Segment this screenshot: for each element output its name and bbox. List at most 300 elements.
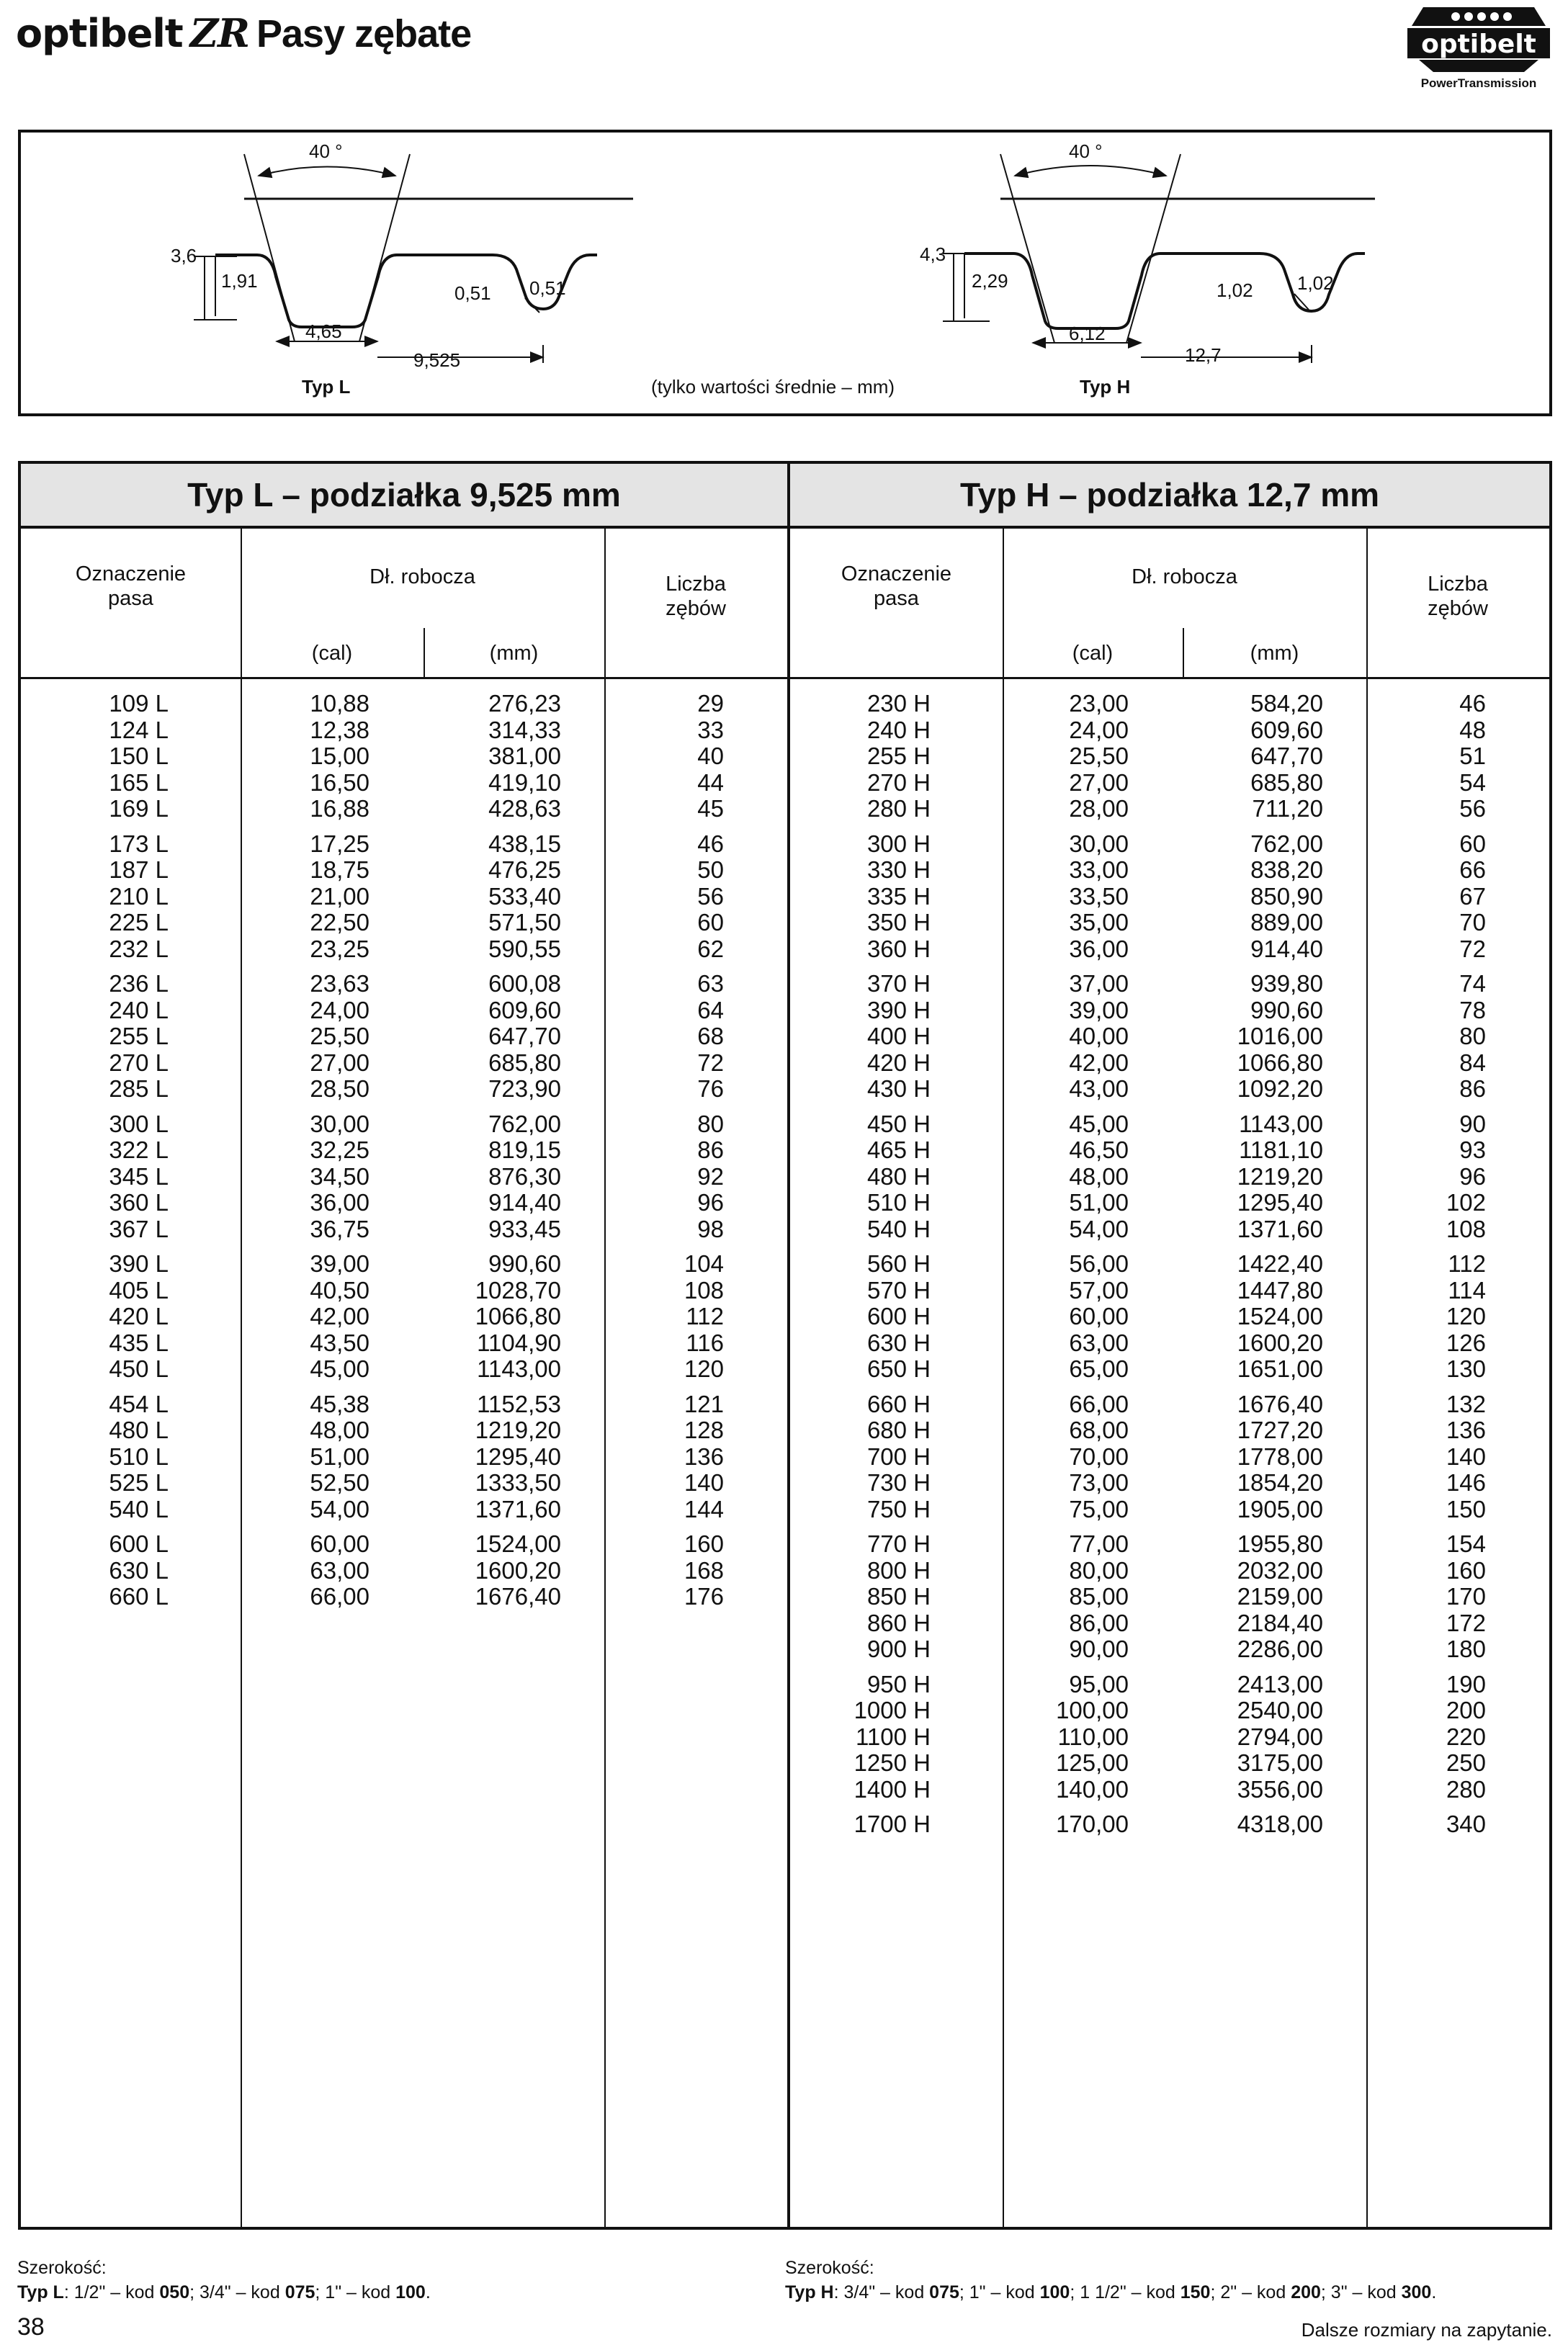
cell-designation: 240 H [866, 716, 931, 743]
cell-teeth: 68 [697, 1023, 724, 1049]
table-row [790, 1724, 1549, 1751]
cell-length-mm: 1219,20 [475, 1417, 561, 1443]
table-rows [790, 691, 1549, 1847]
cell-length-cal: 54,00 [310, 1495, 369, 1522]
cell-length-cal: 52,50 [310, 1469, 369, 1496]
cell-length-mm: 2032,00 [1237, 1556, 1323, 1584]
cell-length-cal: 51,00 [1069, 1189, 1129, 1216]
cell-length-mm: 1905,00 [1237, 1495, 1323, 1522]
cell-teeth: 104 [684, 1250, 724, 1277]
type-name: Typ L [17, 2282, 64, 2302]
cell-length-cal: 34,50 [310, 1162, 369, 1190]
cell-length-mm: 1066,80 [475, 1303, 561, 1329]
cell-designation: 540 L [109, 1495, 169, 1522]
cell-teeth: 56 [697, 882, 724, 910]
table-row [790, 1164, 1549, 1190]
table-row [790, 770, 1549, 797]
cell-teeth: 154 [1446, 1530, 1486, 1557]
cell-teeth: 116 [686, 1329, 724, 1356]
width-size: ; 2" – kod [1210, 2282, 1291, 2302]
cell-teeth: 170 [1446, 1583, 1486, 1610]
cell-length-cal: 66,00 [1069, 1390, 1129, 1417]
table-row [790, 1497, 1549, 1523]
cell-length-cal: 125,00 [1056, 1749, 1129, 1776]
cell-designation: 270 H [866, 768, 931, 796]
table-row [21, 1050, 787, 1077]
table-row [21, 857, 787, 884]
cell-teeth: 72 [697, 1049, 724, 1076]
cell-teeth: 86 [1459, 1075, 1486, 1102]
table-row [790, 1330, 1549, 1357]
cell-designation: 345 L [109, 1162, 169, 1190]
cell-designation: 173 L [109, 830, 169, 857]
cell-length-cal: 18,75 [310, 856, 369, 883]
cell-designation: 169 L [109, 795, 169, 822]
header-designation [790, 562, 1003, 611]
cell-length-mm: 762,00 [1250, 830, 1323, 857]
cell-designation: 435 L [109, 1329, 169, 1356]
cell-length-cal: 24,00 [1069, 716, 1129, 743]
row-group [21, 1531, 787, 1610]
cell-length-cal: 140,00 [1056, 1775, 1129, 1803]
width-size: ; 3/4" – kod [189, 2282, 285, 2302]
cell-length-mm: 1600,20 [475, 1556, 561, 1584]
cell-teeth: 45 [697, 795, 724, 822]
table-row [21, 884, 787, 910]
cell-teeth: 40 [697, 743, 724, 769]
cell-length-cal: 65,00 [1069, 1355, 1129, 1382]
cell-length-cal: 73,00 [1069, 1469, 1129, 1496]
cell-length-mm: 1955,80 [1237, 1530, 1323, 1557]
cell-teeth: 51 [1459, 743, 1486, 769]
cell-length-mm: 933,45 [488, 1215, 561, 1242]
table-row [790, 717, 1549, 744]
cell-designation: 750 H [866, 1495, 931, 1522]
cell-teeth: 86 [697, 1136, 724, 1163]
width-size: ; 1" – kod [315, 2282, 396, 2302]
typ-l-width: 4,65 [305, 320, 342, 342]
cell-teeth: 108 [684, 1276, 724, 1304]
cell-teeth: 56 [1459, 795, 1486, 822]
header-mm: (mm) [489, 642, 539, 665]
cell-length-cal: 40,00 [1069, 1023, 1129, 1049]
belt-size-table [18, 461, 1552, 2230]
more-sizes-note: Dalsze rozmiary na zapytanie. [1301, 2319, 1552, 2341]
cell-designation: 450 H [866, 1110, 931, 1137]
table-row [21, 1356, 787, 1383]
logo-subtitle: PowerTransmission [1420, 76, 1537, 90]
cell-length-cal: 27,00 [1069, 768, 1129, 796]
cell-teeth: 66 [1459, 856, 1486, 883]
panel-title: Typ L – podziałka 9,525 mm [21, 464, 787, 529]
width-label: Szerokość: [17, 2258, 107, 2278]
cell-teeth: 48 [1459, 716, 1486, 743]
cell-designation: 240 L [109, 996, 169, 1023]
table-row [790, 1251, 1549, 1278]
cell-length-mm: 428,63 [488, 795, 561, 822]
typ-h-h2: 2,29 [972, 270, 1008, 292]
table-row [790, 936, 1549, 963]
typ-l-label: Typ L [302, 376, 351, 398]
row-group [21, 1111, 787, 1243]
belt-profile-diagram [18, 130, 1552, 416]
cell-length-mm: 3175,00 [1237, 1749, 1323, 1776]
table-row [790, 743, 1549, 770]
table-row [790, 1558, 1549, 1584]
cell-teeth: 130 [1446, 1355, 1486, 1382]
table-row [790, 1050, 1549, 1077]
cell-length-cal: 25,50 [1069, 743, 1129, 769]
cell-designation: 405 L [109, 1276, 169, 1304]
cell-length-cal: 45,00 [1069, 1110, 1129, 1137]
table-row [21, 743, 787, 770]
cell-teeth: 140 [1446, 1443, 1486, 1470]
cell-designation: 430 H [866, 1075, 931, 1102]
cell-length-mm: 419,10 [488, 768, 561, 796]
cell-designation: 660 L [109, 1583, 169, 1610]
cell-teeth: 150 [1446, 1495, 1486, 1522]
cell-length-mm: 762,00 [488, 1110, 561, 1137]
cell-teeth: 33 [697, 716, 724, 743]
typ-l-panel [21, 464, 787, 2227]
cell-teeth: 46 [1459, 690, 1486, 717]
cell-length-mm: 609,60 [488, 996, 561, 1023]
cell-length-mm: 889,00 [1250, 909, 1323, 936]
cell-length-cal: 33,50 [1069, 882, 1129, 910]
cell-designation: 730 H [866, 1469, 931, 1496]
cell-teeth: 60 [697, 909, 724, 936]
cell-designation: 255 H [866, 743, 931, 769]
table-row [790, 1698, 1549, 1724]
cell-teeth: 200 [1446, 1697, 1486, 1723]
cell-designation: 236 L [109, 970, 169, 997]
table-row [21, 1137, 787, 1164]
cell-length-mm: 276,23 [488, 690, 561, 717]
table-row [21, 1497, 787, 1523]
cell-teeth: 92 [697, 1162, 724, 1190]
cell-teeth: 90 [1459, 1110, 1486, 1137]
header-cal: (cal) [311, 642, 353, 665]
cell-designation: 370 H [866, 970, 931, 997]
cell-designation: 600 H [866, 1303, 931, 1329]
cell-teeth: 144 [684, 1495, 724, 1522]
cell-length-mm: 1676,40 [475, 1583, 561, 1610]
table-row [21, 1584, 787, 1610]
cell-designation: 570 H [866, 1276, 931, 1304]
cell-designation: 510 H [866, 1189, 931, 1216]
cell-teeth: 128 [684, 1417, 724, 1443]
cell-length-mm: 600,08 [488, 970, 561, 997]
optibelt-logo [1403, 7, 1554, 90]
cell-teeth: 98 [697, 1215, 724, 1242]
typ-h-label: Typ H [1080, 376, 1131, 398]
width-code: 100 [395, 2282, 426, 2302]
cell-designation: 420 H [866, 1049, 931, 1076]
row-group [21, 1251, 787, 1383]
cell-teeth: 60 [1459, 830, 1486, 857]
table-row [790, 997, 1549, 1024]
cell-length-mm: 939,80 [1250, 970, 1323, 997]
typ-h-r2: 1,02 [1297, 272, 1334, 294]
cell-designation: 109 L [109, 690, 169, 717]
width-size: . [1431, 2282, 1437, 2302]
cell-length-mm: 3556,00 [1237, 1775, 1323, 1803]
diagram-note: (tylko wartości średnie – mm) [651, 376, 895, 398]
cell-designation: 454 L [109, 1390, 169, 1417]
row-group [21, 971, 787, 1103]
table-row [21, 997, 787, 1024]
cell-length-cal: 57,00 [1069, 1276, 1129, 1304]
cell-length-mm: 1295,40 [475, 1443, 561, 1470]
width-codes-typ-l [17, 2256, 431, 2305]
cell-designation: 1250 H [854, 1749, 931, 1776]
cell-designation: 770 H [866, 1530, 931, 1557]
typ-h-r1: 1,02 [1217, 279, 1253, 301]
cell-length-mm: 850,90 [1250, 882, 1323, 910]
table-row [21, 1304, 787, 1330]
width-codes-typ-h [785, 2256, 1436, 2305]
width-codes [785, 2280, 1436, 2305]
cell-length-mm: 685,80 [488, 1049, 561, 1076]
width-code: 075 [929, 2282, 959, 2302]
cell-teeth: 120 [1446, 1303, 1486, 1329]
cell-teeth: 44 [697, 768, 724, 796]
cell-designation: 330 H [866, 856, 931, 883]
cell-length-cal: 28,00 [1069, 795, 1129, 822]
cell-length-mm: 1854,20 [1237, 1469, 1323, 1496]
cell-teeth: 96 [697, 1189, 724, 1216]
cell-length-cal: 48,00 [310, 1417, 369, 1443]
cell-length-mm: 685,80 [1250, 768, 1323, 796]
cell-length-mm: 990,60 [1250, 996, 1323, 1023]
width-codes [17, 2280, 431, 2305]
cell-length-cal: 15,00 [310, 743, 369, 769]
cell-designation: 450 L [109, 1355, 169, 1382]
cell-designation: 165 L [109, 768, 169, 796]
cell-length-cal: 23,25 [310, 935, 369, 962]
cell-length-cal: 36,00 [310, 1189, 369, 1216]
cell-length-cal: 22,50 [310, 909, 369, 936]
cell-length-cal: 60,00 [1069, 1303, 1129, 1329]
cell-designation: 255 L [109, 1023, 169, 1049]
row-group [790, 1251, 1549, 1383]
cell-length-cal: 100,00 [1056, 1697, 1129, 1723]
cell-teeth: 54 [1459, 768, 1486, 796]
cell-length-mm: 1778,00 [1237, 1443, 1323, 1470]
cell-length-cal: 30,00 [1069, 830, 1129, 857]
header-teeth-line1: Liczba [666, 573, 726, 596]
cell-length-mm: 533,40 [488, 882, 561, 910]
table-row [21, 1558, 787, 1584]
table-row [790, 1610, 1549, 1637]
cell-teeth: 136 [1446, 1417, 1486, 1443]
cell-teeth: 112 [1448, 1250, 1486, 1277]
row-group [790, 1811, 1549, 1838]
cell-length-mm: 2184,40 [1237, 1609, 1323, 1636]
cell-teeth: 160 [684, 1530, 724, 1557]
header-designation [21, 562, 241, 611]
table-row [790, 1076, 1549, 1103]
width-size: ; 1 1/2" – kod [1070, 2282, 1181, 2302]
cell-teeth: 160 [1446, 1556, 1486, 1584]
cell-designation: 150 L [109, 743, 169, 769]
row-group [790, 691, 1549, 822]
cell-designation: 680 H [866, 1417, 931, 1443]
cell-teeth: 121 [684, 1390, 724, 1417]
cell-designation: 650 H [866, 1355, 931, 1382]
cell-length-mm: 1524,00 [1237, 1303, 1323, 1329]
cell-length-mm: 1727,20 [1237, 1417, 1323, 1443]
cell-length-mm: 1333,50 [475, 1469, 561, 1496]
cell-length-cal: 12,38 [310, 716, 369, 743]
cell-length-cal: 63,00 [1069, 1329, 1129, 1356]
table-row [790, 884, 1549, 910]
table-row [21, 910, 787, 936]
typ-l-r1: 0,51 [454, 282, 491, 304]
cell-length-mm: 1143,00 [1239, 1110, 1323, 1137]
cell-length-mm: 2413,00 [1237, 1670, 1323, 1698]
cell-length-mm: 1092,20 [1237, 1075, 1323, 1102]
cell-length-cal: 43,50 [310, 1329, 369, 1356]
row-group [790, 1391, 1549, 1523]
brand-name: optibelt [16, 11, 183, 56]
cell-teeth: 76 [697, 1075, 724, 1102]
cell-teeth: 67 [1459, 882, 1486, 910]
cell-length-mm: 609,60 [1250, 716, 1323, 743]
cell-designation: 630 L [109, 1556, 169, 1584]
cell-length-cal: 43,00 [1069, 1075, 1129, 1102]
row-group [790, 831, 1549, 963]
cell-designation: 187 L [109, 856, 169, 883]
cell-designation: 510 L [109, 1443, 169, 1470]
table-row [21, 936, 787, 963]
header-length: Dł. robocza [1132, 565, 1237, 588]
cell-length-cal: 39,00 [1069, 996, 1129, 1023]
cell-length-mm: 1104,90 [477, 1329, 561, 1356]
table-row [790, 1470, 1549, 1497]
typ-l-angle: 40 ° [309, 140, 343, 162]
table-row [21, 1023, 787, 1050]
cell-length-cal: 23,00 [1069, 690, 1129, 717]
table-row [21, 831, 787, 858]
table-row [790, 1811, 1549, 1838]
cell-length-cal: 170,00 [1056, 1811, 1129, 1837]
cell-designation: 800 H [866, 1556, 931, 1584]
header-length: Dł. robocza [369, 565, 475, 588]
cell-teeth: 64 [697, 996, 724, 1023]
width-label: Szerokość: [785, 2258, 874, 2278]
table-row [21, 1330, 787, 1357]
cell-length-mm: 1181,10 [1239, 1136, 1323, 1163]
cell-length-cal: 36,00 [1069, 935, 1129, 962]
cell-length-mm: 711,20 [1252, 795, 1323, 822]
cell-length-cal: 56,00 [1069, 1250, 1129, 1277]
cell-designation: 1000 H [854, 1697, 931, 1723]
header-designation-line2: pasa [874, 587, 919, 610]
cell-length-mm: 381,00 [488, 743, 561, 769]
cell-designation: 480 H [866, 1162, 931, 1190]
typ-h-angle: 40 ° [1069, 140, 1103, 162]
cell-teeth: 63 [697, 970, 724, 997]
row-group [21, 831, 787, 963]
cell-designation: 480 L [109, 1417, 169, 1443]
cell-designation: 900 H [866, 1636, 931, 1662]
cell-teeth: 108 [1446, 1215, 1486, 1242]
cell-length-mm: 1295,40 [1237, 1189, 1323, 1216]
cell-teeth: 146 [1446, 1469, 1486, 1496]
cell-length-cal: 39,00 [310, 1250, 369, 1277]
cell-length-cal: 75,00 [1069, 1495, 1129, 1522]
cell-length-cal: 60,00 [310, 1530, 369, 1557]
table-row [790, 1278, 1549, 1304]
cell-length-mm: 1524,00 [475, 1530, 561, 1557]
cell-length-cal: 40,50 [310, 1276, 369, 1304]
header-teeth-line2: zębów [1428, 597, 1488, 620]
cell-length-mm: 1143,00 [477, 1355, 561, 1382]
cell-designation: 400 H [866, 1023, 931, 1049]
cell-designation: 1400 H [854, 1775, 931, 1803]
table-row [21, 1111, 787, 1138]
cell-length-cal: 45,00 [310, 1355, 369, 1382]
cell-length-cal: 86,00 [1069, 1609, 1129, 1636]
cell-length-mm: 876,30 [488, 1162, 561, 1190]
cell-length-cal: 51,00 [310, 1443, 369, 1470]
cell-teeth: 114 [1448, 1276, 1486, 1304]
row-group [790, 1111, 1549, 1243]
table-row [790, 1444, 1549, 1471]
table-row [21, 1216, 787, 1243]
row-group [790, 971, 1549, 1103]
cell-designation: 360 L [109, 1189, 169, 1216]
cell-teeth: 96 [1459, 1162, 1486, 1190]
cell-teeth: 136 [684, 1443, 724, 1470]
typ-l-h2: 1,91 [221, 270, 258, 292]
cell-length-mm: 1676,40 [1237, 1390, 1323, 1417]
table-row [790, 1750, 1549, 1777]
table-row [21, 691, 787, 717]
cell-teeth: 80 [1459, 1023, 1486, 1049]
table-row [790, 1417, 1549, 1444]
row-group [790, 1672, 1549, 1803]
cell-teeth: 190 [1446, 1670, 1486, 1698]
cell-length-mm: 1152,53 [477, 1390, 561, 1417]
cell-length-cal: 45,38 [310, 1390, 369, 1417]
type-name: Typ H [785, 2282, 834, 2302]
table-row [790, 1216, 1549, 1243]
cell-teeth: 340 [1446, 1811, 1486, 1837]
table-row [790, 971, 1549, 997]
cell-designation: 540 H [866, 1215, 931, 1242]
cell-teeth: 280 [1446, 1775, 1486, 1803]
cell-length-mm: 1028,70 [475, 1276, 561, 1304]
cell-designation: 367 L [109, 1215, 169, 1242]
typ-h-width: 6,12 [1069, 323, 1106, 344]
table-row [790, 857, 1549, 884]
cell-length-mm: 314,33 [488, 716, 561, 743]
table-row [790, 1304, 1549, 1330]
title-text: Pasy zębate [256, 12, 472, 55]
cell-length-cal: 48,00 [1069, 1162, 1129, 1190]
table-row [790, 1391, 1549, 1418]
width-code: 050 [159, 2282, 190, 2302]
width-code: 150 [1180, 2282, 1211, 2302]
cell-teeth: 102 [1446, 1189, 1486, 1216]
cell-length-mm: 584,20 [1250, 690, 1323, 717]
cell-teeth: 70 [1459, 909, 1486, 936]
cell-length-mm: 2159,00 [1237, 1583, 1323, 1610]
width-code: 100 [1039, 2282, 1070, 2302]
cell-designation: 124 L [109, 716, 169, 743]
